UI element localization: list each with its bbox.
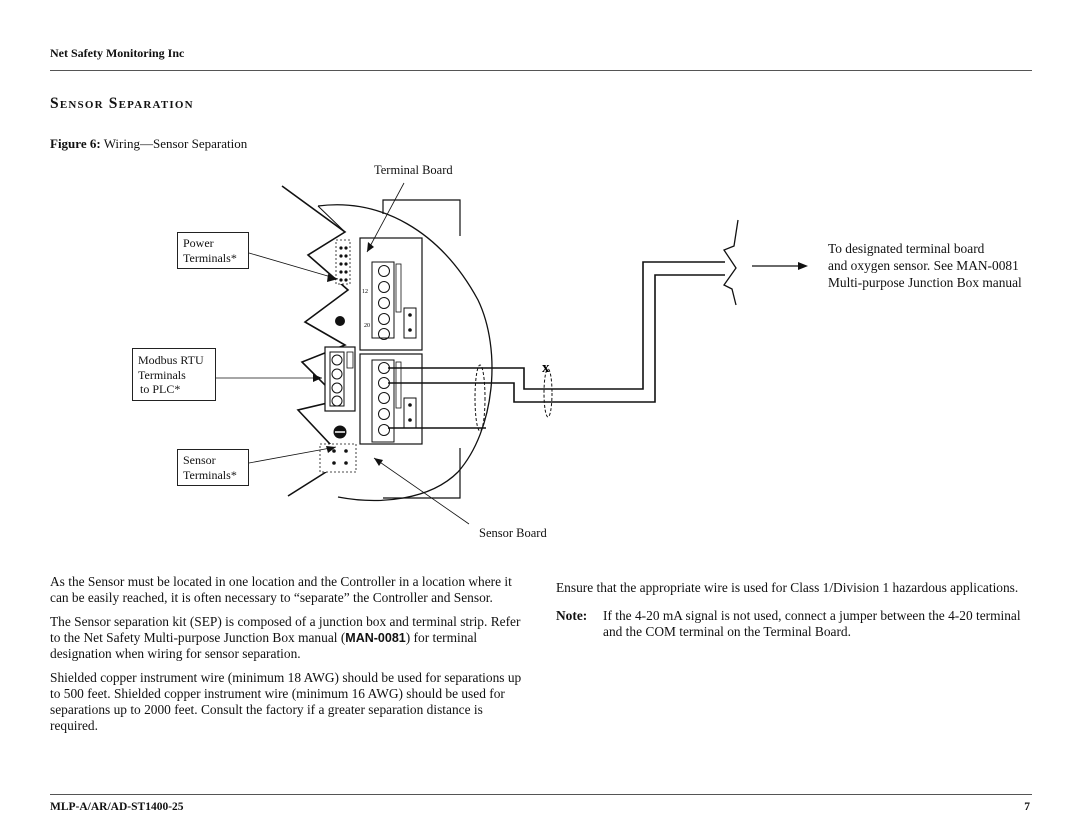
page-number: 7: [1024, 801, 1030, 813]
paragraph-hazardous: Ensure that the appropriate wire is used for Class 1/Division 1 hazardous applications.: [556, 580, 1019, 595]
destination-line3: Multi-purpose Junction Box manual: [828, 275, 1022, 290]
man-reference: MAN-0081: [345, 631, 406, 645]
destination-line2: and oxygen sensor. See MAN-0081: [828, 258, 1019, 273]
sensor-board-label: Sensor Board: [479, 526, 547, 540]
destination-line1: To designated terminal board: [828, 241, 985, 256]
figure-number: Figure 6:: [50, 136, 101, 151]
sensor-terminals-label: Sensor Terminals*: [177, 449, 249, 486]
paragraph-wire-gauge: Shielded copper instrument wire (minimum 18 AWG) should be used for separations up to 500 feet. Shielded copper instrument wire (minimum 16 AWG) should be used for separations up to 2000 feet. Consult the factory if a greater separation distance is required.: [50, 670, 522, 733]
modbus-terminals-label: [132, 348, 216, 401]
note-label: Note:: [556, 608, 588, 623]
right-column: [556, 580, 1032, 640]
cut-mark: x: [542, 360, 550, 376]
modbus-label-line3: to PLC*: [140, 382, 181, 396]
section-title: Sensor Separation: [50, 95, 194, 112]
sep-kit-text-b: ) for terminal designation when wiring for sensor separation.: [50, 630, 478, 661]
modbus-label-line1: Modbus RTU: [138, 353, 204, 367]
label-12: 12: [362, 289, 368, 295]
terminal-board-label: Terminal Board: [374, 163, 453, 177]
label-20: 20: [364, 323, 370, 329]
note-text: If the 4-20 mA signal is not used, connect a jumper between the 4-20 terminal and the COM terminal on the Terminal Board.: [603, 608, 1021, 639]
left-column: [50, 574, 528, 742]
footer-rule: [50, 794, 1032, 795]
note-block: [556, 608, 1032, 640]
paragraph-sep-kit: [50, 614, 528, 662]
document-id: MLP-A/AR/AD-ST1400-25: [50, 801, 184, 813]
power-terminals-label: Power Terminals*: [177, 232, 249, 269]
company-header: Net Safety Monitoring Inc: [50, 46, 185, 60]
paragraph-separation: As the Sensor must be located in one location and the Controller in a location where it can be easily reached, it is often necessary to “separate” the Controller and Sensor.: [50, 574, 512, 605]
modbus-label-line2: Terminals: [138, 367, 186, 382]
destination-note: [828, 240, 1022, 291]
sep-kit-text-a: The Sensor separation kit (SEP) is composed of a junction box and terminal strip. Refer to the Net Safety Multi-purpose Junction Box manual (: [50, 614, 521, 645]
figure-title: Wiring—Sensor Separation: [103, 136, 248, 151]
